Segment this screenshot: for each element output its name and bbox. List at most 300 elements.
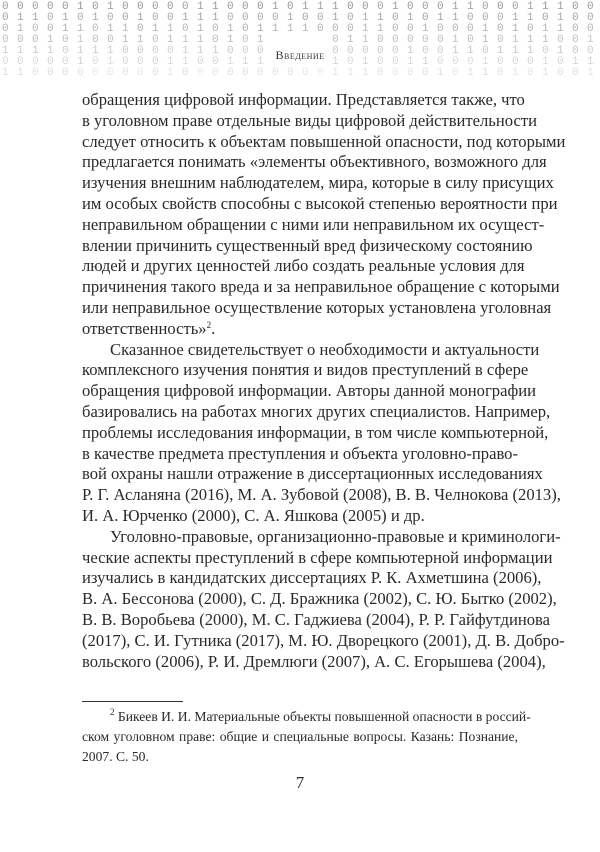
binary-digit: 1 bbox=[587, 34, 594, 46]
binary-digit: 0 bbox=[392, 67, 399, 79]
binary-digit: 1 bbox=[197, 12, 204, 24]
binary-digit: 1 bbox=[557, 23, 564, 35]
binary-digit: 0 bbox=[167, 12, 174, 24]
binary-digit: 1 bbox=[137, 12, 144, 24]
binary-digit: 1 bbox=[332, 12, 339, 24]
binary-digit: 1 bbox=[587, 56, 594, 68]
text-line: обращения цифровой информации. Авторы данной монографии bbox=[82, 381, 536, 401]
binary-digit: 0 bbox=[527, 67, 534, 79]
binary-digit: 0 bbox=[287, 67, 294, 79]
binary-digit: 0 bbox=[227, 12, 234, 24]
binary-digit: 0 bbox=[242, 1, 249, 13]
binary-digit: 0 bbox=[347, 45, 354, 57]
binary-digit: 1 bbox=[107, 56, 114, 68]
binary-digit: 1 bbox=[302, 1, 309, 13]
binary-digit: 0 bbox=[317, 67, 324, 79]
text-line: обращения цифровой информации. Представляется также, что bbox=[82, 90, 525, 109]
binary-digit: 0 bbox=[2, 34, 9, 46]
binary-digit: 0 bbox=[107, 67, 114, 79]
binary-digit: 1 bbox=[77, 23, 84, 35]
binary-digit: 1 bbox=[122, 23, 129, 35]
binary-digit: 1 bbox=[167, 34, 174, 46]
binary-digit: 1 bbox=[17, 12, 24, 24]
binary-digit: 0 bbox=[257, 1, 264, 13]
binary-digit: 1 bbox=[167, 56, 174, 68]
binary-digit: 1 bbox=[332, 1, 339, 13]
binary-digit: 1 bbox=[272, 23, 279, 35]
binary-digit: 0 bbox=[392, 56, 399, 68]
binary-digit: 1 bbox=[392, 1, 399, 13]
binary-digit: 0 bbox=[32, 67, 39, 79]
binary-digit: 0 bbox=[467, 56, 474, 68]
binary-digit: 1 bbox=[212, 12, 219, 24]
text-line: в уголовном праве отдельные виды цифровой действительности bbox=[82, 110, 537, 130]
binary-digit: 0 bbox=[167, 45, 174, 57]
binary-digit: 1 bbox=[77, 45, 84, 57]
text-line: вой охраны нашли отражение в диссертационных исследованиях bbox=[82, 464, 543, 484]
binary-digit: 0 bbox=[32, 23, 39, 35]
body-text bbox=[82, 90, 566, 672]
binary-digit: 0 bbox=[512, 1, 519, 13]
binary-digit: 1 bbox=[62, 23, 69, 35]
binary-digit: 1 bbox=[467, 45, 474, 57]
footnote-line: $^2$ Бикеев И. И. Материальные объекты повышенной опасности в россий- bbox=[110, 707, 531, 724]
binary-digit: 1 bbox=[542, 56, 549, 68]
binary-digit: 0 bbox=[557, 34, 564, 46]
binary-digit: 0 bbox=[62, 34, 69, 46]
binary-digit: 0 bbox=[482, 45, 489, 57]
binary-digit: 0 bbox=[497, 23, 504, 35]
binary-digit: 0 bbox=[227, 45, 234, 57]
binary-digit: 0 bbox=[242, 45, 249, 57]
binary-digit: 0 bbox=[107, 34, 114, 46]
binary-digit: 0 bbox=[527, 23, 534, 35]
binary-digit: 0 bbox=[557, 67, 564, 79]
binary-digit: 1 bbox=[542, 23, 549, 35]
binary-digit: 1 bbox=[422, 56, 429, 68]
binary-digit: 1 bbox=[182, 45, 189, 57]
binary-digit: 0 bbox=[17, 1, 24, 13]
binary-digit: 0 bbox=[2, 23, 9, 35]
binary-digit: 1 bbox=[452, 12, 459, 24]
binary-digit: 0 bbox=[332, 34, 339, 46]
text-line: причинения такого вреда и за неправильное обращение с которыми bbox=[82, 277, 560, 297]
binary-digit: 0 bbox=[317, 12, 324, 24]
binary-digit: 1 bbox=[257, 34, 264, 46]
binary-digit: 1 bbox=[92, 45, 99, 57]
binary-digit: 1 bbox=[512, 12, 519, 24]
binary-digit: 0 bbox=[482, 1, 489, 13]
binary-digit: 0 bbox=[467, 34, 474, 46]
binary-digit: 0 bbox=[47, 23, 54, 35]
binary-digit: 1 bbox=[287, 23, 294, 35]
binary-digit: 0 bbox=[377, 45, 384, 57]
binary-digit: 0 bbox=[272, 12, 279, 24]
text-line: (2017), С. И. Гутника (2017), М. Ю. Дворецкого (2001), Д. В. Добро- bbox=[82, 630, 565, 650]
binary-digit: 0 bbox=[422, 67, 429, 79]
binary-digit: 0 bbox=[572, 1, 579, 13]
binary-digit: 1 bbox=[107, 45, 114, 57]
text-line: влении причинить существенный вред физическому состоянию bbox=[82, 235, 533, 255]
binary-digit: 0 bbox=[32, 34, 39, 46]
binary-digit: 1 bbox=[302, 23, 309, 35]
binary-digit: 0 bbox=[572, 12, 579, 24]
binary-digit: 0 bbox=[302, 12, 309, 24]
binary-digit: 0 bbox=[182, 67, 189, 79]
binary-digit: 1 bbox=[527, 34, 534, 46]
binary-digit: 1 bbox=[62, 12, 69, 24]
binary-digit: 0 bbox=[467, 23, 474, 35]
binary-digit: 0 bbox=[572, 23, 579, 35]
binary-digit: 0 bbox=[242, 23, 249, 35]
binary-digit: 1 bbox=[497, 45, 504, 57]
binary-digit: 0 bbox=[47, 56, 54, 68]
binary-digit: 0 bbox=[62, 1, 69, 13]
binary-digit: 0 bbox=[437, 56, 444, 68]
binary-digit: 0 bbox=[2, 56, 9, 68]
binary-digit: 1 bbox=[32, 12, 39, 24]
binary-digit: 1 bbox=[527, 12, 534, 24]
text-line: вольского (2006), Р. И. Дремлюги (2007), А. С. Егорышева (2004), bbox=[82, 651, 546, 671]
binary-digit: 0 bbox=[407, 23, 414, 35]
binary-digit: 0 bbox=[92, 34, 99, 46]
paragraph-3 bbox=[82, 526, 565, 673]
binary-digit: 0 bbox=[92, 1, 99, 13]
binary-digit: 1 bbox=[542, 67, 549, 79]
binary-digit: 0 bbox=[77, 67, 84, 79]
binary-digit: 1 bbox=[377, 23, 384, 35]
binary-digit: 1 bbox=[2, 45, 9, 57]
text-line: людей и других ценностей либо создать реальные условия для bbox=[82, 256, 525, 276]
text-line: ческие аспекты преступлений в сфере компьютерной информации bbox=[82, 547, 553, 567]
binary-digit: 1 bbox=[197, 1, 204, 13]
binary-digit: 0 bbox=[167, 1, 174, 13]
binary-digit: 1 bbox=[347, 67, 354, 79]
binary-digit: 1 bbox=[362, 12, 369, 24]
binary-digit: 0 bbox=[227, 1, 234, 13]
binary-digit: 0 bbox=[122, 1, 129, 13]
binary-digit: 1 bbox=[467, 67, 474, 79]
binary-digit: 0 bbox=[437, 1, 444, 13]
binary-digit: 0 bbox=[362, 1, 369, 13]
binary-digit: 1 bbox=[437, 67, 444, 79]
binary-digit: 0 bbox=[77, 12, 84, 24]
binary-digit: 0 bbox=[347, 1, 354, 13]
binary-digit: 1 bbox=[407, 45, 414, 57]
binary-digit: 0 bbox=[542, 12, 549, 24]
binary-digit: 0 bbox=[512, 56, 519, 68]
binary-digit: 1 bbox=[482, 23, 489, 35]
binary-digit: 1 bbox=[227, 56, 234, 68]
text-line: изучались в кандидатских диссертациях Р. К. Ахметшина (2006), bbox=[82, 568, 542, 588]
binary-digit: 0 bbox=[137, 56, 144, 68]
binary-digit: 1 bbox=[242, 56, 249, 68]
text-line: В. В. Воробьева (2000), М. С. Гаджиева (2004), Р. Р. Гайфутдинова bbox=[82, 609, 550, 629]
binary-digit: 1 bbox=[362, 23, 369, 35]
binary-digit: 0 bbox=[377, 34, 384, 46]
paragraph-1 bbox=[82, 90, 566, 340]
binary-digit: 1 bbox=[512, 67, 519, 79]
binary-digit: 0 bbox=[242, 67, 249, 79]
page-number: 7 bbox=[295, 773, 305, 792]
binary-digit: 0 bbox=[377, 1, 384, 13]
text-line: Р. Г. Асланяна (2016), М. А. Зубовой (2008), В. В. Челнокова (2013), bbox=[82, 485, 561, 505]
binary-digit: 0 bbox=[572, 34, 579, 46]
text-line: базировались на работах многих других специалистов. Например, bbox=[82, 401, 551, 421]
binary-digit: 0 bbox=[197, 56, 204, 68]
binary-digit: 0 bbox=[587, 23, 594, 35]
binary-digit: 0 bbox=[332, 45, 339, 57]
binary-digit: 0 bbox=[422, 45, 429, 57]
binary-digit: 1 bbox=[107, 1, 114, 13]
binary-digit: 1 bbox=[257, 23, 264, 35]
binary-digit: 0 bbox=[407, 1, 414, 13]
binary-digit: 1 bbox=[512, 23, 519, 35]
binary-digit: 0 bbox=[497, 12, 504, 24]
binary-digit: 0 bbox=[212, 56, 219, 68]
binary-digit: 0 bbox=[317, 23, 324, 35]
binary-digit: 0 bbox=[497, 1, 504, 13]
binary-digit: 0 bbox=[17, 56, 24, 68]
binary-digit: 0 bbox=[392, 23, 399, 35]
footnote-reference[interactable]: 2 bbox=[206, 319, 212, 330]
binary-digit: 1 bbox=[47, 45, 54, 57]
binary-digit: 1 bbox=[527, 1, 534, 13]
footnote-number: 2 bbox=[110, 707, 115, 717]
binary-digit: 0 bbox=[122, 45, 129, 57]
binary-digit: 1 bbox=[572, 56, 579, 68]
binary-digit: 1 bbox=[317, 1, 324, 13]
binary-digit: 1 bbox=[482, 34, 489, 46]
binary-digit: 0 bbox=[32, 1, 39, 13]
binary-digit: 1 bbox=[77, 34, 84, 46]
binary-digit: 1 bbox=[452, 45, 459, 57]
text-line: в качестве предмета преступления и объекта уголовно-право- bbox=[82, 443, 518, 463]
binary-digit: 0 bbox=[287, 1, 294, 13]
binary-digit: 0 bbox=[542, 45, 549, 57]
binary-digit: 1 bbox=[227, 34, 234, 46]
binary-digit: 0 bbox=[47, 12, 54, 24]
binary-digit: 0 bbox=[122, 56, 129, 68]
binary-digit: 1 bbox=[422, 23, 429, 35]
binary-digit: 0 bbox=[92, 67, 99, 79]
binary-digit: 0 bbox=[332, 23, 339, 35]
binary-digit: 0 bbox=[422, 12, 429, 24]
binary-digit: 0 bbox=[137, 23, 144, 35]
footnote bbox=[82, 707, 531, 767]
paragraph-2 bbox=[82, 339, 561, 527]
binary-digit: 1 bbox=[512, 34, 519, 46]
binary-digit: 0 bbox=[122, 12, 129, 24]
binary-digit: 0 bbox=[392, 45, 399, 57]
binary-digit: 0 bbox=[152, 56, 159, 68]
binary-digit: 1 bbox=[437, 12, 444, 24]
binary-digit: 1 bbox=[92, 12, 99, 24]
running-head: Введение bbox=[275, 48, 325, 62]
binary-digit: 0 bbox=[137, 67, 144, 79]
binary-digit: 0 bbox=[377, 67, 384, 79]
binary-digit: 0 bbox=[47, 67, 54, 79]
binary-digit: 0 bbox=[482, 12, 489, 24]
binary-digit: 1 bbox=[47, 34, 54, 46]
binary-digit: 1 bbox=[17, 45, 24, 57]
binary-digit: 1 bbox=[17, 23, 24, 35]
binary-digit: 0 bbox=[182, 1, 189, 13]
text-line: или неправильное осуществление которых установлена уголовная bbox=[82, 297, 552, 317]
binary-digit: 1 bbox=[452, 34, 459, 46]
binary-digit: 1 bbox=[272, 1, 279, 13]
binary-digit: 0 bbox=[62, 45, 69, 57]
binary-digit: 1 bbox=[17, 67, 24, 79]
binary-digit: 0 bbox=[152, 1, 159, 13]
binary-digit: 1 bbox=[542, 1, 549, 13]
binary-digit: 0 bbox=[437, 23, 444, 35]
binary-digit: 0 bbox=[527, 56, 534, 68]
binary-digit: 1 bbox=[257, 56, 264, 68]
binary-digit: 0 bbox=[137, 1, 144, 13]
binary-digit: 1 bbox=[347, 34, 354, 46]
text-line: следует относить к объектам повышенной опасности, под которыми bbox=[82, 131, 566, 151]
text-line: им особых свойств способны с высокой степенью вероятности при bbox=[82, 193, 558, 213]
binary-digit: 1 bbox=[287, 12, 294, 24]
binary-digit: 0 bbox=[257, 45, 264, 57]
binary-digit: 0 bbox=[92, 23, 99, 35]
text-line: проблемы исследования информации, в том числе компьютерной, bbox=[82, 422, 549, 442]
binary-digit: 0 bbox=[497, 56, 504, 68]
binary-digit: 0 bbox=[62, 67, 69, 79]
binary-digit: 0 bbox=[407, 34, 414, 46]
text-line: предлагается понимать «элементы объективного, возможного для bbox=[82, 152, 547, 172]
binary-digit: 0 bbox=[32, 56, 39, 68]
binary-digit: 1 bbox=[467, 1, 474, 13]
binary-digit: 1 bbox=[167, 23, 174, 35]
binary-digit: 1 bbox=[482, 67, 489, 79]
binary-digit: 0 bbox=[137, 45, 144, 57]
binary-digit: 0 bbox=[212, 67, 219, 79]
binary-digit: 0 bbox=[422, 1, 429, 13]
binary-digit: 0 bbox=[107, 12, 114, 24]
binary-digit: 0 bbox=[587, 12, 594, 24]
binary-digit: 1 bbox=[557, 12, 564, 24]
binary-digit: 0 bbox=[347, 23, 354, 35]
binary-digit: 1 bbox=[182, 56, 189, 68]
binary-digit: 1 bbox=[362, 56, 369, 68]
binary-digit: 0 bbox=[212, 23, 219, 35]
binary-digit: 1 bbox=[362, 67, 369, 79]
binary-digit: 0 bbox=[467, 12, 474, 24]
binary-digit: 1 bbox=[167, 67, 174, 79]
binary-digit: 1 bbox=[182, 34, 189, 46]
binary-digit: 0 bbox=[242, 12, 249, 24]
binary-digit: 0 bbox=[572, 67, 579, 79]
binary-digit: 1 bbox=[122, 34, 129, 46]
binary-digit: 1 bbox=[557, 1, 564, 13]
binary-digit: 1 bbox=[527, 45, 534, 57]
binary-digit: 0 bbox=[152, 67, 159, 79]
binary-digit: 0 bbox=[587, 45, 594, 57]
binary-digit: 0 bbox=[422, 34, 429, 46]
binary-digit: 0 bbox=[257, 12, 264, 24]
binary-digit: 0 bbox=[62, 56, 69, 68]
binary-digit: 1 bbox=[137, 34, 144, 46]
binary-digit: 0 bbox=[347, 12, 354, 24]
footnote-line: 2007. С. 50. bbox=[82, 749, 149, 764]
footnote-line: ском уголовном праве: общие и специальные вопросы. Казань: Познание, bbox=[82, 729, 518, 744]
binary-digit: 1 bbox=[542, 34, 549, 46]
binary-digit: 0 bbox=[182, 23, 189, 35]
binary-digit: 0 bbox=[47, 1, 54, 13]
binary-digit: 0 bbox=[17, 34, 24, 46]
binary-digit: 0 bbox=[392, 12, 399, 24]
binary-digit: 1 bbox=[407, 56, 414, 68]
binary-digit: 0 bbox=[497, 34, 504, 46]
footnote-divider bbox=[82, 701, 183, 702]
binary-digit: 1 bbox=[77, 56, 84, 68]
binary-digit: 0 bbox=[122, 67, 129, 79]
binary-digit: 0 bbox=[212, 34, 219, 46]
binary-digit: 1 bbox=[557, 45, 564, 57]
binary-digit: 0 bbox=[272, 67, 279, 79]
binary-digit: 1 bbox=[377, 12, 384, 24]
binary-digit: 1 bbox=[332, 67, 339, 79]
binary-digit: 1 bbox=[197, 23, 204, 35]
binary-digit: 0 bbox=[452, 67, 459, 79]
text-line: ответственность»$^2$. bbox=[82, 318, 216, 338]
binary-digit: 1 bbox=[197, 45, 204, 57]
binary-digit: 1 bbox=[212, 45, 219, 57]
binary-digit: 1 bbox=[77, 1, 84, 13]
binary-digit: 0 bbox=[347, 56, 354, 68]
binary-digit: 0 bbox=[362, 45, 369, 57]
text-line: неправильном обращении с ними или неправильном их осущест- bbox=[82, 214, 545, 234]
text-line: И. А. Юрченко (2000), С. А. Яшкова (2005) и др. bbox=[82, 505, 425, 525]
binary-digit: 0 bbox=[572, 45, 579, 57]
binary-digit: 1 bbox=[182, 12, 189, 24]
binary-digit: 1 bbox=[212, 1, 219, 13]
binary-digit: 0 bbox=[2, 1, 9, 13]
binary-digit: 1 bbox=[152, 23, 159, 35]
binary-digit: 1 bbox=[227, 23, 234, 35]
binary-digit: 1 bbox=[587, 67, 594, 79]
binary-digit: 1 bbox=[512, 45, 519, 57]
text-line: комплексного изучения понятия и видов преступлений в сфере bbox=[82, 360, 529, 380]
text-line: изучения внешним наблюдателем, мира, которые в силу присущих bbox=[82, 173, 554, 193]
binary-digit: 0 bbox=[557, 56, 564, 68]
binary-digit: 0 bbox=[257, 67, 264, 79]
binary-digit: 0 bbox=[152, 12, 159, 24]
text-line: Уголовно-правовые, организационно-правовые и криминологи- bbox=[110, 526, 561, 546]
binary-digit: 1 bbox=[332, 56, 339, 68]
binary-digits-decoration bbox=[0, 0, 600, 84]
binary-digit: 1 bbox=[32, 45, 39, 57]
binary-digit: 0 bbox=[497, 67, 504, 79]
text-line: В. А. Бессонова (2000), С. Д. Бражника (2002), С. Ю. Бытко (2002), bbox=[82, 589, 557, 609]
binary-digit: 0 bbox=[92, 56, 99, 68]
binary-digit: 1 bbox=[482, 56, 489, 68]
binary-digit: 1 bbox=[2, 67, 9, 79]
binary-digit: 0 bbox=[437, 45, 444, 57]
binary-digit: 1 bbox=[197, 34, 204, 46]
binary-digit: 1 bbox=[407, 12, 414, 24]
binary-digit: 0 bbox=[197, 67, 204, 79]
binary-digit: 0 bbox=[437, 34, 444, 46]
binary-digit: 0 bbox=[152, 34, 159, 46]
binary-digit: 0 bbox=[152, 45, 159, 57]
binary-digit: 1 bbox=[452, 1, 459, 13]
binary-digit: 0 bbox=[227, 67, 234, 79]
binary-digit: 0 bbox=[407, 67, 414, 79]
binary-digit: 0 bbox=[452, 23, 459, 35]
